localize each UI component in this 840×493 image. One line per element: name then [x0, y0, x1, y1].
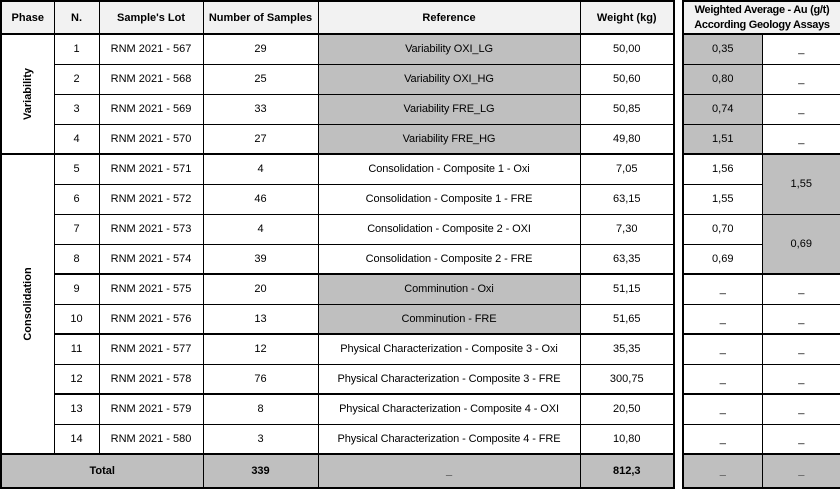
phase-cell-variability: [1, 34, 54, 154]
weight-cell: 7,05: [580, 154, 674, 184]
lot-cell: RNM 2021 - 577: [99, 334, 203, 364]
weight-cell: 51,65: [580, 304, 674, 334]
samples-cell: 46: [203, 184, 318, 214]
reference-cell: Physical Characterization - Composite 3 - FRE: [318, 364, 580, 394]
weight-cell: 51,15: [580, 274, 674, 304]
au-value-cell: 0,70: [683, 214, 762, 244]
n-cell: 10: [54, 304, 99, 334]
table-row: [683, 34, 840, 64]
weight-cell: 63,15: [580, 184, 674, 214]
lot-cell: RNM 2021 - 570: [99, 124, 203, 154]
au-merged-avg-cell-composite1: 1,55: [762, 154, 840, 214]
lot-cell: RNM 2021 - 573: [99, 214, 203, 244]
lot-cell: RNM 2021 - 579: [99, 394, 203, 424]
samples-cell: 3: [203, 424, 318, 454]
weighted-average-line1: Weighted Average - Au (g/t): [694, 4, 830, 17]
au-value-cell: 0,74: [683, 94, 762, 124]
au-avg-cell: _: [762, 304, 840, 334]
table-row: [1, 304, 674, 334]
n-cell: 6: [54, 184, 99, 214]
au-avg-cell: _: [762, 424, 840, 454]
au-avg-cell: _: [762, 124, 840, 154]
n-cell: 13: [54, 394, 99, 424]
n-cell: 7: [54, 214, 99, 244]
reference-cell: Physical Characterization - Composite 3 - Oxi: [318, 334, 580, 364]
total-reference-cell: _: [318, 454, 580, 488]
lot-cell: RNM 2021 - 569: [99, 94, 203, 124]
au-value-cell: 0,69: [683, 244, 762, 274]
au-value-cell: _: [683, 394, 762, 424]
table-row: [1, 154, 674, 184]
samples-cell: 39: [203, 244, 318, 274]
n-cell: 9: [54, 274, 99, 304]
main-header-row: [1, 1, 674, 34]
total-row: [1, 454, 674, 488]
table-row: [1, 214, 674, 244]
table-row: [1, 34, 674, 64]
reference-cell: Variability FRE_LG: [318, 94, 580, 124]
phase-cell-consolidation: [1, 154, 54, 454]
n-cell: 3: [54, 94, 99, 124]
weight-cell: 20,50: [580, 394, 674, 424]
au-avg-cell: _: [762, 64, 840, 94]
au-value-cell: 1,51: [683, 124, 762, 154]
au-value-cell: _: [683, 364, 762, 394]
n-cell: 8: [54, 244, 99, 274]
samples-cell: 8: [203, 394, 318, 424]
table-row: [683, 94, 840, 124]
lot-cell: RNM 2021 - 575: [99, 274, 203, 304]
au-value-cell: 1,56: [683, 154, 762, 184]
au-total-cell: _: [762, 454, 840, 488]
weighted-average-table: [682, 0, 840, 489]
lot-cell: RNM 2021 - 572: [99, 184, 203, 214]
au-value-cell: _: [683, 334, 762, 364]
au-value-cell: 0,35: [683, 34, 762, 64]
table-row: [683, 274, 840, 304]
table-row: [683, 124, 840, 154]
header-n: N.: [54, 1, 99, 34]
table-row: [1, 244, 674, 274]
table-row: [1, 334, 674, 364]
n-cell: 1: [54, 34, 99, 64]
samples-cell: 25: [203, 64, 318, 94]
weight-cell: 49,80: [580, 124, 674, 154]
au-total-row: [683, 454, 840, 488]
phase-label-variability: Variability: [21, 68, 34, 120]
table-row: [1, 94, 674, 124]
samples-cell: 4: [203, 214, 318, 244]
samples-cell: 13: [203, 304, 318, 334]
reference-cell: Variability OXI_HG: [318, 64, 580, 94]
header-phase: Phase: [1, 1, 54, 34]
header-weighted-average: [683, 1, 840, 34]
table-row: [683, 154, 840, 184]
table-row: [683, 214, 840, 244]
table-row: [683, 304, 840, 334]
lot-cell: RNM 2021 - 567: [99, 34, 203, 64]
reference-cell: Consolidation - Composite 1 - FRE: [318, 184, 580, 214]
samples-cell: 20: [203, 274, 318, 304]
au-value-cell: _: [683, 274, 762, 304]
reference-cell: Comminution - FRE: [318, 304, 580, 334]
au-total-cell: _: [683, 454, 762, 488]
table-row: [683, 364, 840, 394]
header-sample-lot: Sample's Lot: [99, 1, 203, 34]
table-row: [1, 124, 674, 154]
total-label-cell: Total: [1, 454, 203, 488]
reference-cell: Variability FRE_HG: [318, 124, 580, 154]
table-row: [683, 334, 840, 364]
au-avg-cell: _: [762, 34, 840, 64]
au-avg-cell: _: [762, 94, 840, 124]
total-samples-cell: 339: [203, 454, 318, 488]
reference-cell: Physical Characterization - Composite 4 - FRE: [318, 424, 580, 454]
table-row: [1, 394, 674, 424]
table-row: [1, 64, 674, 94]
weight-cell: 50,00: [580, 34, 674, 64]
samples-cell: 29: [203, 34, 318, 64]
weighted-average-line2: According Geology Assays: [694, 18, 830, 31]
reference-cell: Comminution - Oxi: [318, 274, 580, 304]
reference-cell: Variability OXI_LG: [318, 34, 580, 64]
total-weight-cell: 812,3: [580, 454, 674, 488]
n-cell: 5: [54, 154, 99, 184]
lot-cell: RNM 2021 - 571: [99, 154, 203, 184]
lot-cell: RNM 2021 - 574: [99, 244, 203, 274]
lot-cell: RNM 2021 - 580: [99, 424, 203, 454]
phase-label-consolidation: Consolidation: [21, 267, 34, 341]
au-avg-cell: _: [762, 334, 840, 364]
header-reference: Reference: [318, 1, 580, 34]
table-row: [683, 394, 840, 424]
n-cell: 2: [54, 64, 99, 94]
lot-cell: RNM 2021 - 578: [99, 364, 203, 394]
lot-cell: RNM 2021 - 568: [99, 64, 203, 94]
au-avg-cell: _: [762, 394, 840, 424]
au-merged-avg-cell-composite2: 0,69: [762, 214, 840, 274]
samples-cell: 12: [203, 334, 318, 364]
weight-cell: 35,35: [580, 334, 674, 364]
au-avg-cell: _: [762, 364, 840, 394]
table-row: [1, 364, 674, 394]
au-value-cell: 0,80: [683, 64, 762, 94]
n-cell: 12: [54, 364, 99, 394]
samples-cell: 33: [203, 94, 318, 124]
reference-cell: Consolidation - Composite 2 - OXI: [318, 214, 580, 244]
table-row: [1, 184, 674, 214]
weight-cell: 63,35: [580, 244, 674, 274]
n-cell: 14: [54, 424, 99, 454]
reference-cell: Physical Characterization - Composite 4 - OXI: [318, 394, 580, 424]
weight-cell: 50,85: [580, 94, 674, 124]
samples-cell: 4: [203, 154, 318, 184]
au-header-row: [683, 1, 840, 34]
header-num-samples: Number of Samples: [203, 1, 318, 34]
table-row: [1, 274, 674, 304]
weight-cell: 300,75: [580, 364, 674, 394]
lot-cell: RNM 2021 - 576: [99, 304, 203, 334]
au-value-cell: 1,55: [683, 184, 762, 214]
weight-cell: 50,60: [580, 64, 674, 94]
reference-cell: Consolidation - Composite 2 - FRE: [318, 244, 580, 274]
samples-cell: 76: [203, 364, 318, 394]
n-cell: 11: [54, 334, 99, 364]
samples-cell: 27: [203, 124, 318, 154]
au-avg-cell: _: [762, 274, 840, 304]
weight-cell: 7,30: [580, 214, 674, 244]
au-value-cell: _: [683, 424, 762, 454]
header-weight: Weight (kg): [580, 1, 674, 34]
n-cell: 4: [54, 124, 99, 154]
reference-cell: Consolidation - Composite 1 - Oxi: [318, 154, 580, 184]
table-row: [683, 424, 840, 454]
table-row: [683, 64, 840, 94]
au-value-cell: _: [683, 304, 762, 334]
weight-cell: 10,80: [580, 424, 674, 454]
table-row: [1, 424, 674, 454]
